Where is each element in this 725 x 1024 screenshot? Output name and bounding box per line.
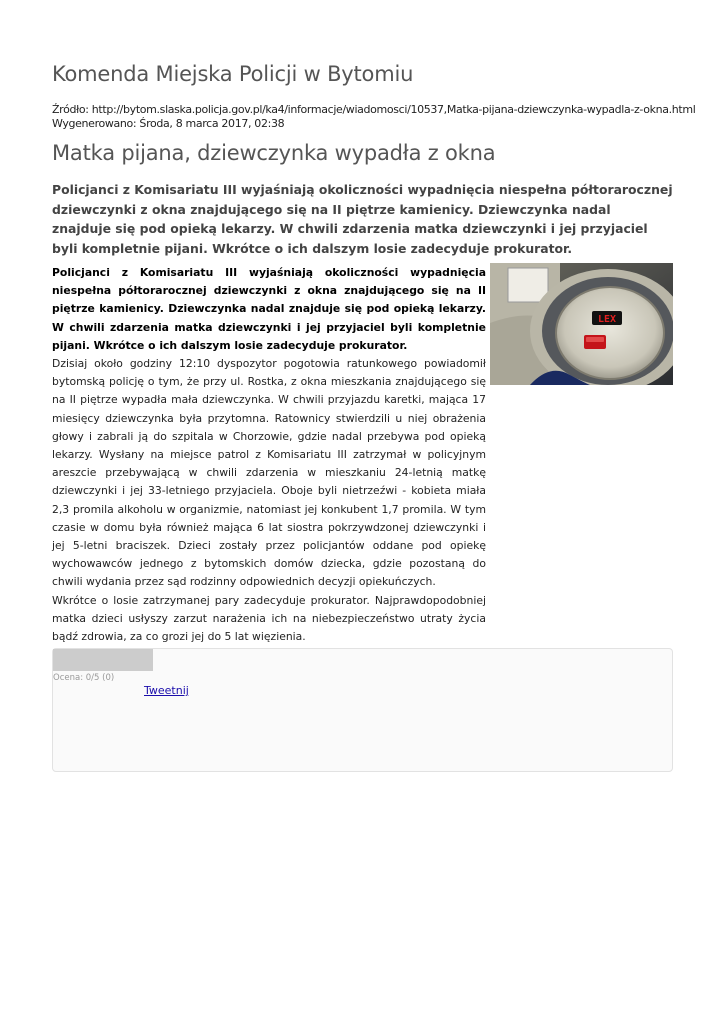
article-title: Matka pijana, dziewczynka wypadła z okna	[52, 141, 496, 165]
body-bold-intro: Policjanci z Komisariatu III wyjaśniają okoliczności wypadnięcia niespełna półtorarocznej dziewczynki z okna znajdującego się na II piętrze kamienicy. Dziewczynka nadal znajduje się pod opieką lekarzy. W chwili zdarzenia matka dziewczynki i jej przyjaciel byli kompletnie pijani. Wkrótce o ich dalszym losie zadecyduje prokurator.	[52, 266, 486, 352]
photo-display-text: LEX	[597, 314, 617, 325]
breathalyzer-image	[490, 263, 673, 385]
article-photo	[490, 263, 673, 385]
source-url: Źródło: http://bytom.slaska.policja.gov.pl/ka4/informacje/wiadomosci/10537,Matka-pijana-dziewczynka-wypadla-z-okna.html	[52, 103, 696, 116]
body-paragraph-end: Wkrótce o losie zatrzymanej pary zadecyduje prokurator. Najprawdopodobniej matka dzieci usłyszy zarzut narażenia ich na niebezpieczeństwo utraty życia bądź zdrowia, za co grozi jej do 5 lat więzienia.	[52, 593, 486, 644]
site-title: Komenda Miejska Policji w Bytomiu	[52, 62, 414, 86]
generated-date: Wygenerowano: Środa, 8 marca 2017, 02:38	[52, 117, 285, 130]
body-paragraph: Dzisiaj około godziny 12:10 dyspozytor pogotowia ratunkowego powiadomił bytomską policję o tym, że przy ul. Rostka, z okna mieszkania znajdującego się na II piętrze wypadła mała dziewczynka. W chwili przyjazdu karetki, mająca 17 miesięcy dziewczynka była przytomna. Ratownicy stwierdzili u niej obrażenia głowy i zabrali ją do szpitala w Chorzowie, gdzie nadal przebywa pod opieką lekarzy. Wysłany na miejsce patrol z Komisariatu III zatrzymał w policyjnym areszcie przebywającą w chwili zdarzenia w mieszkaniu 24-letnią matkę dziewczynki i jej 33-letniego przyjaciela. Oboje byli nietrzeźwi - kobieta miała 2,3 promila alkoholu w organizmie, natomiast jej konkubent 1,7 promila. W tym czasie w domu była również mająca 6 lat siostra pokrzywdzonej dziewczynki i jej 5-letni braciszek. Dzieci zostały przez policjantów oddane pod opiekę wychowawców jednego z bytomskich domów dziecka, gdzie pozostaną do chwili wydania przez sąd rodzinny odpowiednich decyzji opiekuńczych.	[52, 357, 486, 589]
article-body	[52, 264, 486, 646]
rating-box	[52, 648, 673, 772]
tweet-link[interactable]: Tweetnij	[144, 684, 189, 697]
meta-info	[52, 103, 695, 131]
rating-label: Ocena: 0/5 (0)	[53, 673, 115, 683]
rating-stars[interactable]	[53, 649, 153, 671]
article-lead: Policjanci z Komisariatu III wyjaśniają okoliczności wypadnięcia niespełna półtorarocznej dziewczynki z okna znajdującego się na II piętrze kamienicy. Dziewczynka nadal znajduje się pod opieką lekarzy. W chwili zdarzenia matka dziewczynki i jej przyjaciel byli kompletnie pijani. Wkrótce o ich dalszym losie zadecyduje prokurator.	[52, 182, 673, 256]
